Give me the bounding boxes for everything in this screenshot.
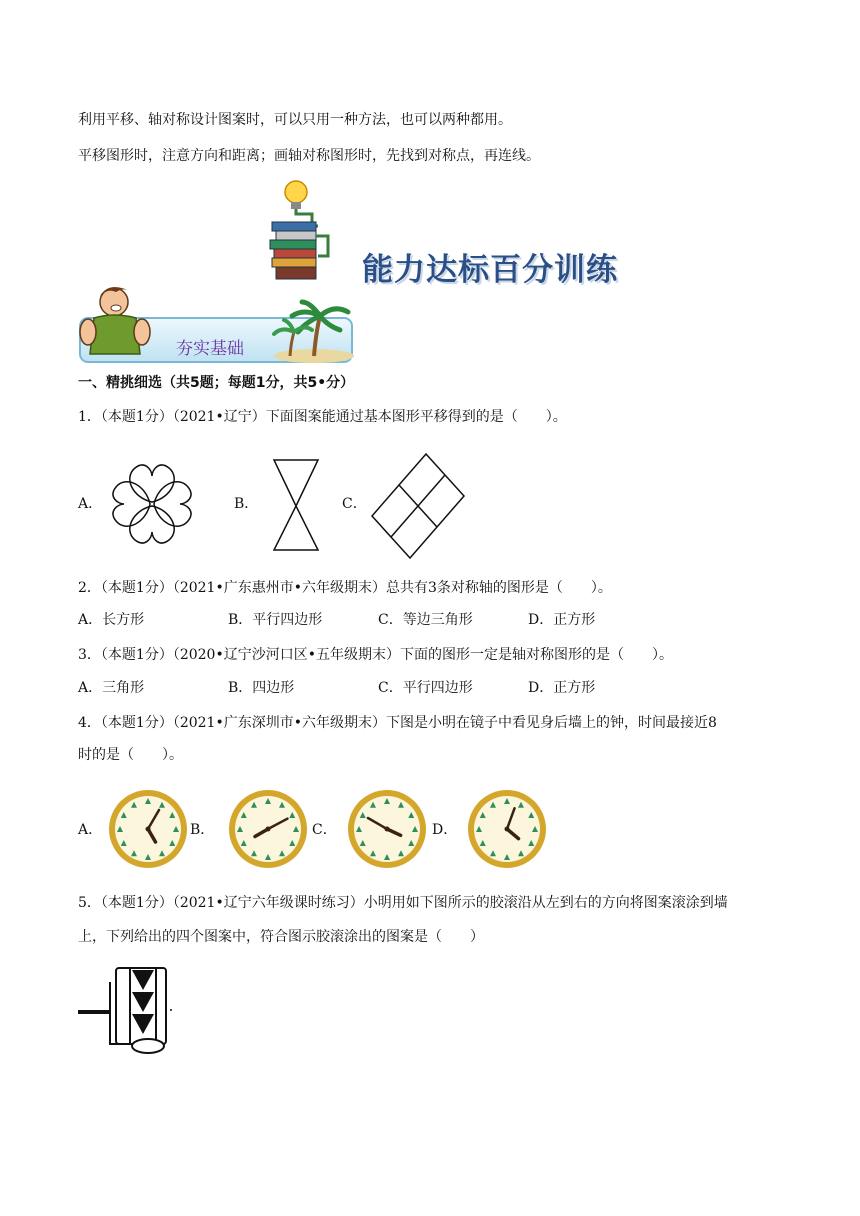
q4-option-b-label[interactable]: B．: [190, 822, 215, 838]
q3-option-b[interactable]: B．四边形: [228, 680, 295, 696]
clock-center: [505, 827, 510, 832]
section-label: 夯实基础: [176, 339, 244, 359]
question-5-text-line-2: 上，下列给出的四个图案中，符合图示胶滚涂出的图案是（ ）: [78, 929, 484, 945]
q2-option-d[interactable]: D．正方形: [528, 612, 596, 628]
clock-center: [385, 827, 390, 832]
question-5-text-line-1: 5．（本题1分）（2021•辽宁六年级课时练习）小明用如下图所示的胶滚沿从左到右的方向将图案滚涂到墙: [78, 895, 728, 911]
clock-b-icon: [227, 788, 309, 870]
intro-line-2: 平移图形时，注意方向和距离；画轴对称图形时，先找到对称点，再连线。: [78, 148, 540, 164]
q1-option-b-label[interactable]: B．: [234, 496, 259, 512]
parallelogram-grid-figure: [370, 452, 466, 560]
clock-c-icon: [346, 788, 428, 870]
q1-option-c-label[interactable]: C．: [342, 496, 367, 512]
question-4-text-line-2: 时的是（ ）。: [78, 747, 183, 763]
intro-line-1: 利用平移、轴对称设计图案时，可以只用一种方法，也可以两种都用。: [78, 112, 512, 128]
q1-option-a-label[interactable]: A．: [78, 496, 103, 512]
clock-a-icon: [107, 788, 189, 870]
q4-option-a-label[interactable]: A．: [78, 822, 103, 838]
q3-option-a[interactable]: A．三角形: [78, 680, 145, 696]
q3-option-d[interactable]: D．正方形: [528, 680, 596, 696]
question-1-text: 1．（本题1分）（2021•辽宁）下面图案能通过基本图形平移得到的是（ ）。: [78, 409, 567, 425]
part-heading: 一、精挑细选（共5题；每题1分，共5•分）: [78, 375, 355, 391]
lightbulb-books-icon: [266, 176, 336, 282]
heart-clover-figure: [103, 458, 201, 550]
q2-option-c[interactable]: C．等边三角形: [378, 612, 473, 628]
q2-option-a[interactable]: A．长方形: [78, 612, 145, 628]
clock-center: [146, 827, 151, 832]
q4-option-d-label[interactable]: D．: [432, 822, 458, 838]
paint-roller-figure: [78, 962, 178, 1056]
q3-option-c[interactable]: C．平行四边形: [378, 680, 473, 696]
q2-option-b[interactable]: B．平行四边形: [228, 612, 323, 628]
hourglass-figure: [270, 458, 322, 552]
banner-title: 能力达标百分训练: [362, 252, 618, 288]
question-2-text: 2．（本题1分）（2021•广东惠州市•六年级期末）总共有3条对称轴的图形是（ ）。: [78, 580, 612, 596]
clock-d-icon: [466, 788, 548, 870]
clock-center: [266, 827, 271, 832]
question-4-text-line-1: 4．（本题1分）（2021•广东深圳市•六年级期末）下图是小明在镜子中看见身后墙上的钟，时间最接近8: [78, 715, 717, 731]
question-3-text: 3．（本题1分）（2020•辽宁沙河口区•五年级期末）下面的图形一定是轴对称图形的是（ ）。: [78, 647, 673, 663]
q4-option-c-label[interactable]: C．: [312, 822, 337, 838]
